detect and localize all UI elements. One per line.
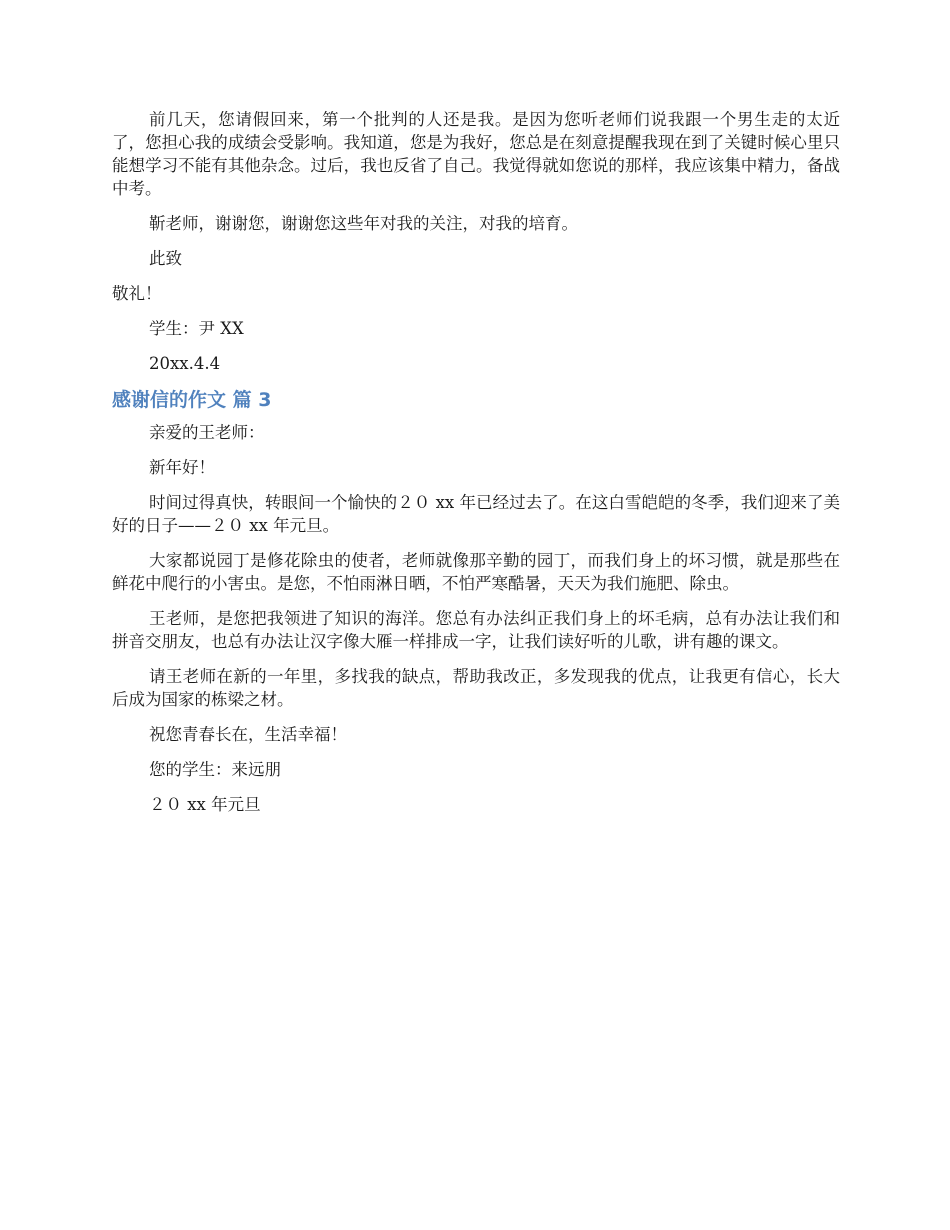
section-heading: 感谢信的作文 篇 3 [112,389,272,411]
body-paragraph: 王老师，是您把我领进了知识的海洋。您总有办法纠正我们身上的坏毛病，总有办法让我们和拼音交朋友，也总有办法让汉字像大雁一样排成一字，让我们读好听的儿歌，讲有趣的课文。 [112,609,840,651]
signature-line: 您的学生：来远朋 [149,760,281,779]
greeting-line: 亲爱的王老师： [149,423,265,442]
body-paragraph: 前几天，您请假回来，第一个批判的人还是我。是因为您听老师们说我跟一个男生走的太近了，您担心我的成绩会受影响。我知道，您是为我好，您总是在刻意提醒我现在到了关键时候心里只能想学习不能有其他杂念。过后，我也反省了自己。我觉得就如您说的那样，我应该集中精力，备战中考。 [112,110,840,198]
body-paragraph: 靳老师，谢谢您，谢谢您这些年对我的关注，对我的培育。 [149,214,578,233]
signature-line: 学生：尹 XX [149,319,244,338]
closing-line: 此致 [149,249,182,268]
wish-line: 祝您青春长在，生活幸福！ [149,725,347,744]
salute-line: 敬礼！ [112,284,162,303]
date-line: 20xx.4.4 [149,354,221,373]
body-paragraph: 时间过得真快，转眼间一个愉快的２０ xx 年已经过去了。在这白雪皑皑的冬季，我们迎来了美好的日子——２０ xx 年元旦。 [112,493,840,535]
new-year-line: 新年好！ [149,458,215,477]
body-paragraph: 大家都说园丁是修花除虫的使者，老师就像那辛勤的园丁，而我们身上的坏习惯，就是那些在鲜花中爬行的小害虫。是您，不怕雨淋日晒，不怕严寒酷暑，天天为我们施肥、除虫。 [112,551,840,593]
document-page [112,108,840,828]
date-line: ２０ xx 年元旦 [149,795,261,814]
body-paragraph: 请王老师在新的一年里，多找我的缺点，帮助我改正，多发现我的优点，让我更有信心，长大后成为国家的栋梁之材。 [112,667,840,709]
